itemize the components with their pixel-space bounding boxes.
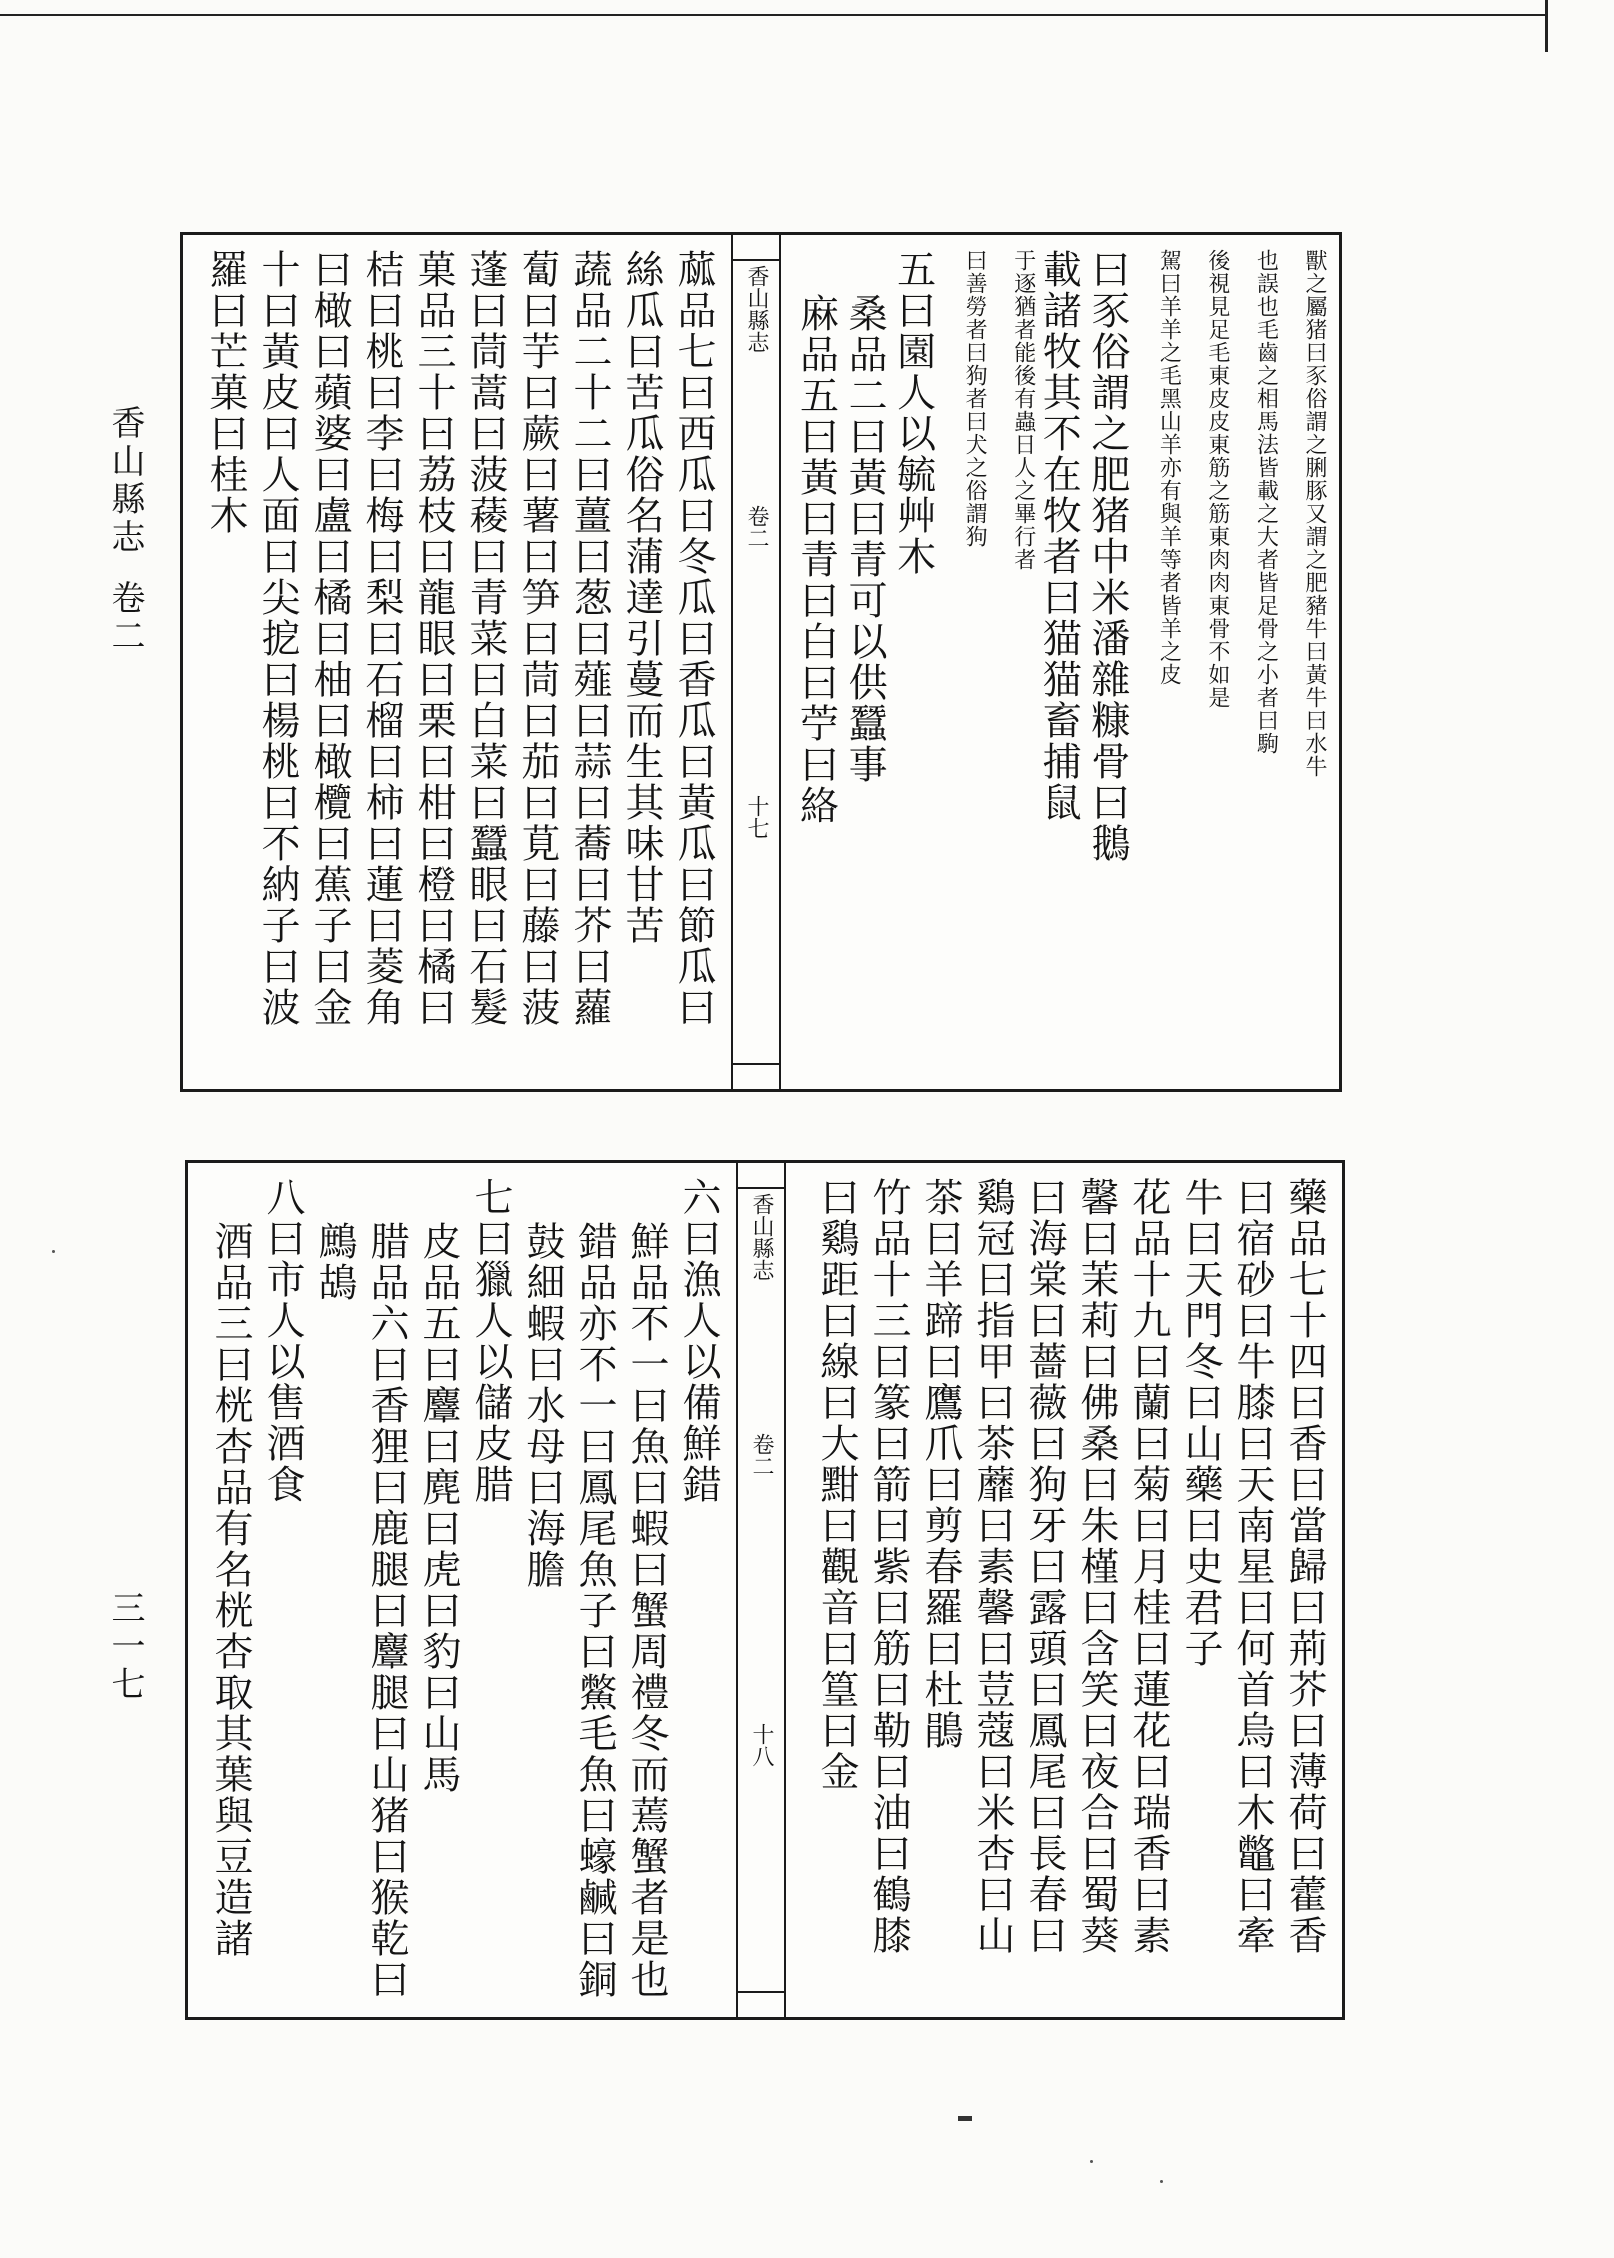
- text-column: 蔬品二十二曰薑曰葱曰薤曰蒜曰蕎曰芥曰蘿: [567, 249, 612, 1028]
- text-column: 鼓細蝦曰水母曰海膽: [520, 1221, 565, 1590]
- text-column: 後視見足毛東皮皮東筋之筋東肉肉東骨不如是: [1204, 249, 1230, 709]
- text-column: 絲瓜曰苦瓜俗名蒲達引蔓而生其味甘苦: [619, 249, 664, 946]
- top-leaf-left-half: [183, 235, 731, 1089]
- center-title: 香山縣志: [749, 1193, 774, 1281]
- scan-edge-tick: [1545, 0, 1548, 52]
- text-column: 五曰園人以毓艸木: [890, 249, 936, 577]
- text-column: 也誤也毛齒之相馬法皆載之大者皆足骨之小者曰駒: [1253, 249, 1279, 755]
- bottom-leaf: [185, 1160, 1345, 2020]
- text-column: 鷄冠曰指甲曰茶蘼曰素馨曰荳蔻曰米杏曰山: [970, 1177, 1015, 1956]
- center-volume: 卷二: [749, 1433, 774, 1477]
- scan-speck: [52, 1250, 55, 1253]
- text-column: 曰豕俗謂之肥猪中米潘雜糠骨曰鵝: [1084, 249, 1130, 864]
- bottom-leaf-right-half: [784, 1163, 1342, 2017]
- center-page: 十八: [749, 1723, 774, 1767]
- text-column: 腊品六曰香狸曰鹿腿曰麞腿曰山猪曰猴乾曰: [364, 1221, 409, 2000]
- text-column: 茶曰羊蹄曰鷹爪曰剪春羅曰杜鵑: [918, 1177, 963, 1751]
- text-column: 十曰黃皮曰人面曰尖㧖曰楊桃曰不納子曰波: [255, 249, 300, 1028]
- text-column: 酒品三曰桄杏品有名桄杏取其葉與豆造諸: [208, 1221, 253, 1959]
- text-column: 載諸牧其不在牧者曰猫猫畜捕鼠: [1036, 249, 1082, 823]
- text-column: 獸之屬猪曰豕俗謂之脷豚又謂之肥豬牛曰黃牛曰水牛: [1302, 249, 1327, 778]
- text-column: 錯品亦不一曰鳳尾魚子曰鱉毛魚曰蠔鹹曰銅: [572, 1221, 617, 2000]
- text-column: 麻品五曰黃曰青曰白曰苧曰絡: [793, 293, 839, 826]
- text-column: 蓏品七曰西瓜曰冬瓜曰香瓜曰黃瓜曰節瓜曰: [671, 249, 716, 1028]
- text-column: 蔔曰芋曰蕨曰薯曰笋曰茼曰茄曰莧曰藤曰菠: [515, 249, 560, 1028]
- bottom-center-column: [736, 1163, 786, 2017]
- text-column: 桔曰桃曰李曰梅曰梨曰石榴曰柿曰蓮曰菱角: [359, 249, 404, 1028]
- text-column: 曰宿砂曰牛膝曰天南星曰何首烏曰木鼈曰牽: [1230, 1177, 1275, 1956]
- volume-label: 卷二: [105, 580, 145, 656]
- scan-speck: [1160, 2180, 1163, 2183]
- gazetteer-title: 香山縣志: [105, 405, 145, 557]
- scan-mark: [958, 2116, 972, 2121]
- text-column: 于逐猶者能後有蟲日人之畢行者: [1010, 249, 1036, 571]
- top-leaf-right-half: [781, 235, 1339, 1089]
- center-page: 十七: [744, 795, 769, 839]
- text-column: 皮品五曰麞曰麂曰虎曰豹曰山馬: [416, 1221, 461, 1795]
- top-leaf: [180, 232, 1342, 1092]
- scan-speck: [1090, 2160, 1093, 2163]
- fishtail-top: [738, 1163, 784, 1189]
- text-column: 曰鷄距曰線曰大黚曰觀音曰篁曰金: [814, 1177, 859, 1792]
- bottom-right-columns: [796, 1177, 1330, 2003]
- text-column: 羅曰芒菓曰桂木: [203, 249, 248, 536]
- fishtail-bottom: [733, 1063, 779, 1089]
- text-column: 藥品七十四曰香曰當歸曰荊芥曰薄荷曰藿香: [1282, 1177, 1327, 1956]
- text-column: 菓品三十曰荔枝曰龍眼曰栗曰柑曰橙曰橘曰: [411, 249, 456, 1028]
- fishtail-bottom: [738, 1991, 784, 2017]
- text-column: 駕曰羊羊之毛黑山羊亦有與羊等者皆羊之皮: [1156, 249, 1182, 686]
- text-column: 馨曰茉莉曰佛桑曰朱槿曰含笑曰夜合曰蜀葵: [1074, 1177, 1119, 1956]
- text-column: 花品十九曰蘭曰菊曰月桂曰蓮花曰瑞香曰素: [1126, 1177, 1171, 1956]
- top-left-columns: [195, 249, 719, 1075]
- top-right-columns: [793, 249, 1327, 1075]
- text-column: 鮮品不一曰魚曰蝦曰蟹周禮冬而蔫蟹者是也: [624, 1221, 669, 2000]
- bottom-left-columns: [200, 1177, 724, 2003]
- text-column: 鷓鴣: [312, 1221, 357, 1303]
- text-column: 竹品十三曰篆曰箭曰紫曰筋曰勒曰油曰鶴膝: [866, 1177, 911, 1956]
- text-column: 曰海棠曰薔薇曰狗牙曰露頭曰鳳尾曰長春曰: [1022, 1177, 1067, 1956]
- text-column: 六曰漁人以備鮮錯: [676, 1177, 721, 1505]
- text-column: 牛曰天門冬曰山藥曰史君子: [1178, 1177, 1223, 1669]
- top-center-column: [731, 235, 781, 1089]
- text-column: 蓬曰茼蒿曰菠薐曰青菜曰白菜曰蠶眼曰石髮: [463, 249, 508, 1028]
- text-column: 八曰市人以售酒食: [260, 1177, 305, 1505]
- text-column: 桑品二曰黃曰青可以供蠶事: [842, 293, 888, 785]
- text-column: 曰橄曰蘋婆曰盧曰橘曰柚曰橄欖曰蕉子曰金: [307, 249, 352, 1028]
- fishtail-top: [733, 235, 779, 261]
- page-number: 三一七: [105, 1590, 145, 1704]
- scan-top-edge: [0, 14, 1545, 16]
- center-volume: 卷二: [744, 505, 769, 549]
- text-column: 七曰獵人以儲皮腊: [468, 1177, 513, 1505]
- bottom-leaf-left-half: [188, 1163, 736, 2017]
- text-column: 曰善勞者曰狗者曰犬之俗謂狗: [962, 249, 988, 548]
- center-title: 香山縣志: [744, 265, 769, 353]
